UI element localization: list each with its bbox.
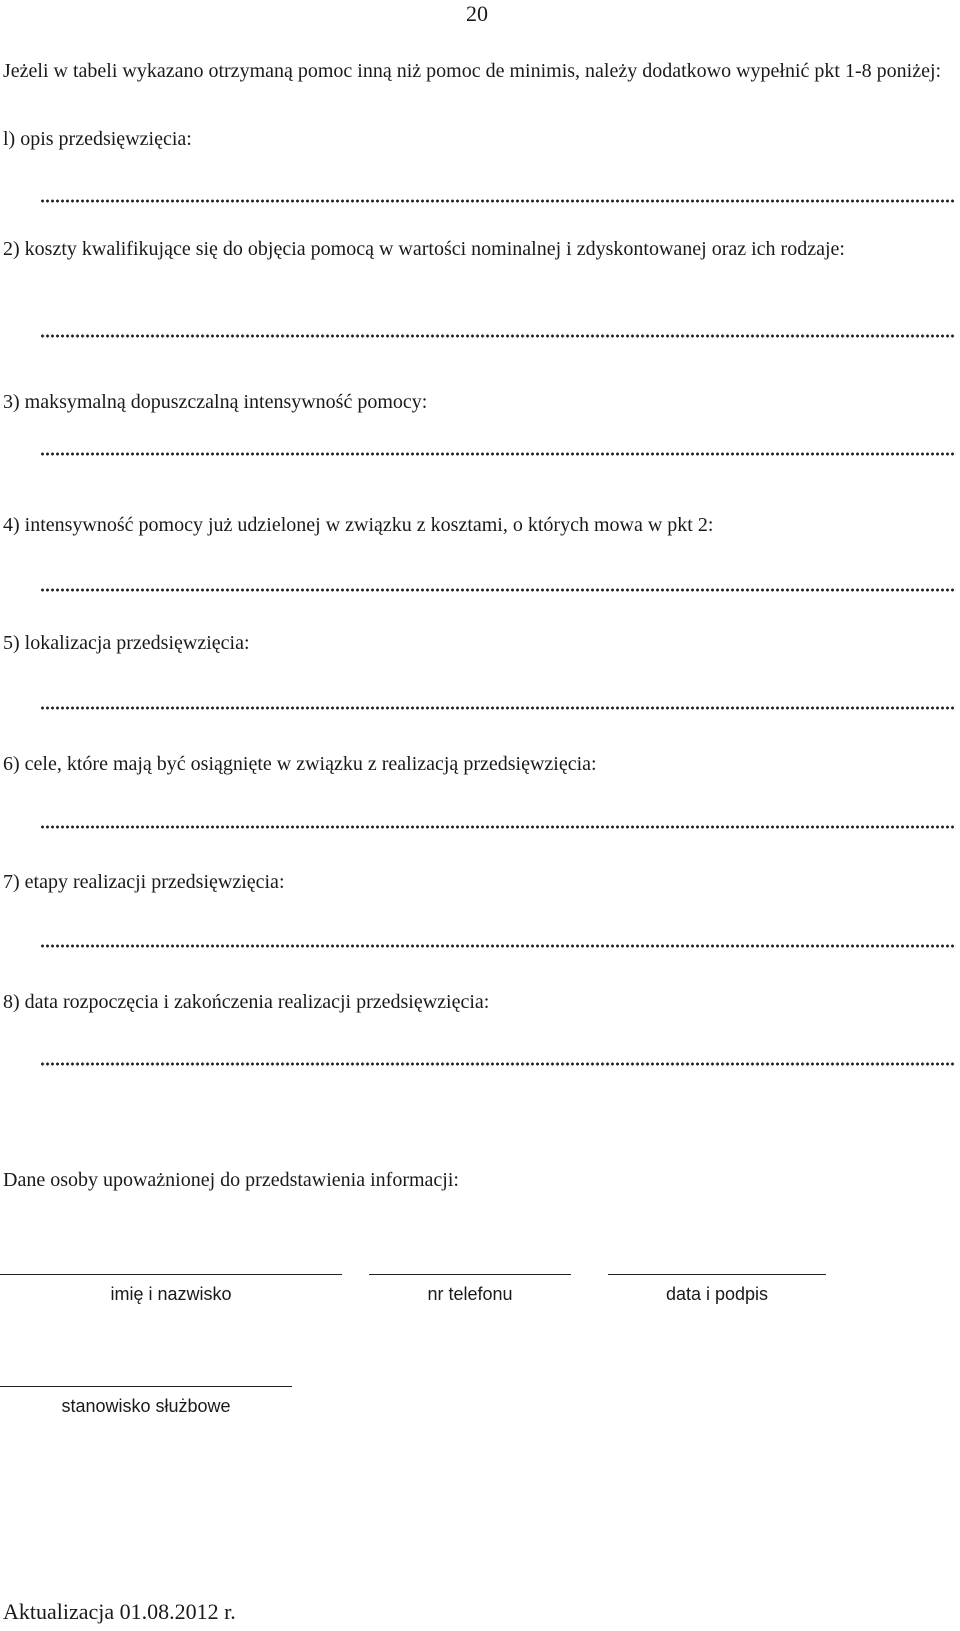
- item-7-label: 7) etapy realizacji przedsięwzięcia:: [3, 871, 285, 893]
- item-1-label: l) opis przedsięwzięcia:: [3, 128, 192, 150]
- item-2-answer-line[interactable]: [40, 334, 955, 338]
- item-2-label: [3, 234, 903, 264]
- item-1-answer-line[interactable]: [40, 199, 955, 203]
- item-8-answer-line[interactable]: [40, 1062, 955, 1066]
- item-4-label: 4) intensywność pomocy już udzielonej w związku z kosztami, o których mowa w pkt 2:: [3, 514, 714, 536]
- phone-signature-line[interactable]: [369, 1274, 571, 1275]
- date-caption: data i podpis: [665, 1284, 769, 1304]
- item-7-answer-line[interactable]: [40, 944, 955, 948]
- date-signature-line[interactable]: [608, 1274, 826, 1275]
- item-8-label: 8) data rozpoczęcia i zakończenia realizacji przedsięwzięcia:: [3, 991, 490, 1013]
- item-5-answer-line[interactable]: [40, 706, 955, 710]
- item-6-label: 6) cele, które mają być osiągnięte w związku z realizacją przedsięwzięcia:: [3, 753, 597, 775]
- item-5-label: 5) lokalizacja przedsięwzięcia:: [3, 632, 250, 654]
- footer-update-date: Aktualizacja 01.08.2012 r.: [3, 1599, 236, 1624]
- item-2-label-text: 2) koszty kwalifikujące się do objęcia pomocą w wartości nominalnej i zdyskontowanej oraz ich rodzaje:: [3, 238, 845, 260]
- item-4-answer-line[interactable]: [40, 588, 955, 592]
- item-6-answer-line[interactable]: [40, 825, 955, 829]
- name-caption: imię i nazwisko: [110, 1284, 232, 1304]
- item-3-label: 3) maksymalną dopuszczalną intensywność pomocy:: [3, 391, 428, 413]
- page-number: 20: [466, 1, 488, 26]
- authorized-person-title: Dane osoby upoważnionej do przedstawienia informacji:: [3, 1169, 459, 1191]
- name-signature-line[interactable]: [0, 1274, 342, 1275]
- phone-caption: nr telefonu: [427, 1284, 513, 1304]
- position-signature-line[interactable]: [0, 1386, 292, 1387]
- item-3-answer-line[interactable]: [40, 452, 955, 456]
- position-caption: stanowisko służbowe: [61, 1396, 231, 1416]
- intro-text: Jeżeli w tabeli wykazano otrzymaną pomoc inną niż pomoc de minimis, należy dodatkowo wypełnić pkt 1-8 poniżej:: [3, 60, 942, 82]
